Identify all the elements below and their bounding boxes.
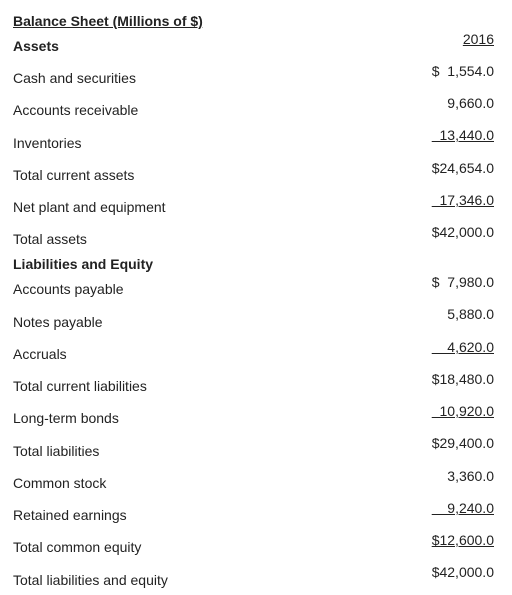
row-value-notes-payable: 5,880.0	[447, 306, 494, 322]
row-label-cash: Cash and securities	[13, 70, 136, 86]
row-label-total-liabilities: Total liabilities	[13, 443, 100, 459]
year-header: 2016	[462, 31, 494, 47]
row-label-total-assets: Total assets	[13, 231, 87, 247]
balance-sheet-title: Balance Sheet (Millions of $)	[13, 13, 203, 29]
row-value-total-current-assets: $24,654.0	[431, 160, 494, 176]
row-label-accruals: Accruals	[13, 346, 67, 362]
row-label-long-term-bonds: Long-term bonds	[13, 410, 119, 426]
row-value-accruals: 4,620.0	[431, 339, 494, 355]
row-label-total-liabilities-equity: Total liabilities and equity	[13, 572, 168, 588]
row-label-inventories: Inventories	[13, 135, 82, 151]
row-value-long-term-bonds: 10,920.0	[431, 403, 494, 419]
row-label-accounts-payable: Accounts payable	[13, 281, 124, 297]
row-value-inventories: 13,440.0	[431, 127, 494, 143]
row-value-total-assets: $42,000.0	[431, 224, 494, 240]
row-label-total-current-assets: Total current assets	[13, 167, 135, 183]
row-value-total-liabilities: $29,400.0	[431, 435, 494, 451]
liabilities-heading: Liabilities and Equity	[13, 256, 154, 272]
row-value-total-common-equity: $12,600.0	[431, 532, 494, 548]
row-label-receivables: Accounts receivable	[13, 102, 139, 118]
row-label-notes-payable: Notes payable	[13, 314, 103, 330]
row-value-retained-earnings: 9,240.0	[431, 500, 494, 516]
assets-heading: Assets	[13, 38, 59, 54]
row-value-total-current-liabilities: $18,480.0	[431, 371, 494, 387]
row-value-total-liabilities-equity: $42,000.0	[431, 564, 494, 580]
row-label-total-common-equity: Total common equity	[13, 539, 142, 555]
row-label-common-stock: Common stock	[13, 475, 107, 491]
row-label-net-plant: Net plant and equipment	[13, 199, 166, 215]
row-value-cash: $ 1,554.0	[431, 63, 494, 79]
row-value-common-stock: 3,360.0	[447, 468, 494, 484]
row-label-total-current-liabilities: Total current liabilities	[13, 378, 147, 394]
row-value-accounts-payable: $ 7,980.0	[431, 274, 494, 290]
row-value-receivables: 9,660.0	[447, 95, 494, 111]
row-label-retained-earnings: Retained earnings	[13, 507, 127, 523]
row-value-net-plant: 17,346.0	[431, 192, 494, 208]
